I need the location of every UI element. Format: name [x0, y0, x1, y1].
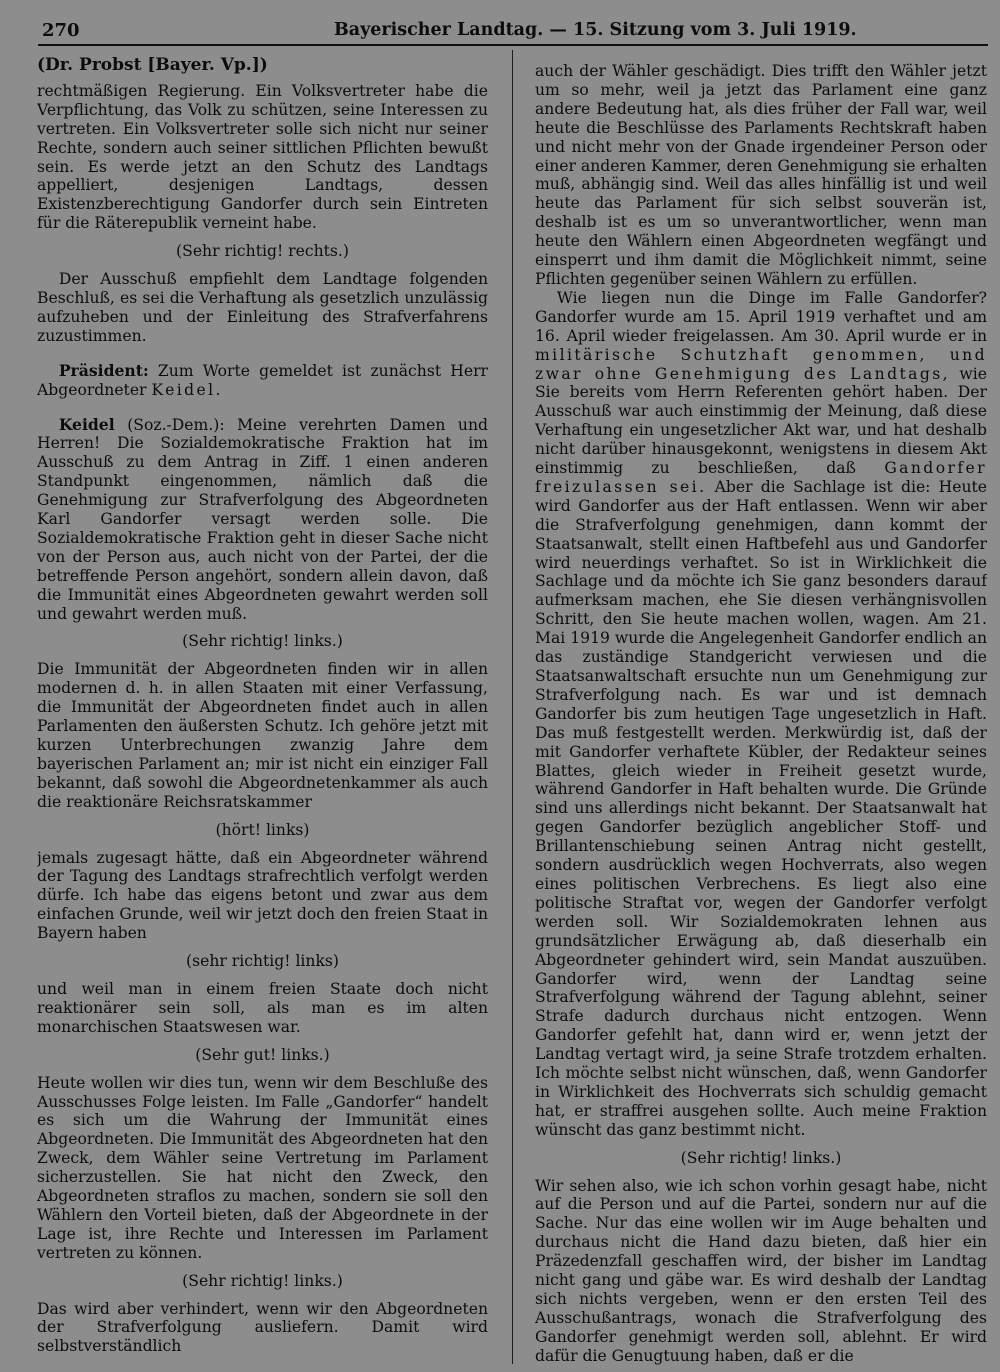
running-title: Bayerischer Landtag. — 15. Sitzung vom 3. Juli 1919.	[334, 20, 857, 40]
speaker-party: [Bayer. Vp.])	[147, 56, 268, 75]
paragraph: Wir sehen also, wie ich schon vorhin gesagt habe, nicht auf die Person und auf die Partei, sondern nur auf die Sache. Nur das eine wollen wir im Auge behalten und durchaus nicht die Hand dazu bieten, daß hier ein Präzedenzfall geschaffen wird, der bisher im Landtag nicht gang und gäbe war. Es wird deshalb der Landtag sich nichts vergeben, wenn er den ersten Teil des Ausschußantrags, wonach die Strafverfolgung des Gandorfer genehmigt werden soll, ablehnt. Er wird dafür die Genugtuung haben, daß er die	[535, 1176, 987, 1365]
paragraph: jemals zugesagt hätte, daß ein Abgeordneter während der Tagung des Landtags strafrechtlich verfolgt werden dürfe. Ich habe das eigens betont und zwar aus dem einfachen Grunde, weil wir jetzt doch den freien Staat in Bayern haben	[37, 848, 488, 943]
left-column	[37, 56, 488, 1366]
right-column	[535, 62, 987, 1372]
speaker-name: Keidel	[58, 414, 115, 434]
paragraph	[535, 289, 987, 1140]
interjection: (Sehr richtig! links.)	[680, 1148, 842, 1167]
column-divider	[512, 50, 513, 1364]
interjection: (sehr richtig! links)	[186, 952, 339, 971]
interjection: (Sehr richtig! rechts.)	[176, 242, 349, 261]
interjection: (hört! links)	[215, 820, 310, 839]
paragraph: auch der Wähler geschädigt. Dies trifft den Wähler jetzt um so mehr, weil ja jetzt das Parlament eine ganz andere Bedeutung hat, als dies früher der Fall war, weil heute die Beschlüsse des Parlaments Rechtskraft haben und nicht mehr von der Gnade irgendeiner Person oder einer anderen Kammer, deren Genehmigung sie erhalten muß, abhängig sind. Weil das alles hinfällig ist und weil heute das Parlament für sich selbst souverän ist, deshalb ist es um so unverantwortlicher, wenn man heute den Wählern einen Abgeordneten wegfängt und einsperrt und ihm damit die Möglichkeit nimmt, seine Pflichten gegenüber seinen Wählern zu erfüllen.	[535, 62, 987, 288]
speaker-name: Präsident:	[58, 360, 149, 380]
paragraph: Die Immunität der Abgeordneten finden wir in allen modernen d. h. in allen Staaten mit einer Verfassung, die Immunität der Abgeordneten findet auch in allen Parlamenten den äußersten Schutz. Ich gehöre jetzt mit kurzen Unterbrechungen zwanzig Jahre dem bayerischen Parlament an; mir ist nicht ein einziger Fall bekannt, daß sowohl die Abgeordnetenkammer als auch die reaktionäre Reichsratskammer	[37, 660, 488, 811]
paragraph	[37, 416, 488, 624]
interjection: (Sehr gut! links.)	[195, 1045, 330, 1064]
paragraph-text: (Soz.-Dem.): Meine verehrten Damen und Herren! Die Sozialdemokratische Fraktion hat im Ausschuß zu dem Antrag in Ziff. 1 einen anderen Standpunkt eingenommen, nämlich daß die Genehmigung zur Strafverfolgung des Abgeordneten Karl Gandorfer versagt werden solle. Die Sozialdemokratische Fraktion geht in dieser Sache nicht von der Person aus, auch nicht von der Partei, der die betreffende Person angehört, sondern allein davon, daß die Immunität eines Abgeordneten gewahrt werden soll und gewahrt werden muß.	[37, 415, 488, 623]
paragraph: rechtmäßigen Regierung. Ein Volksvertreter habe die Verpflichtung, das Volk zu schützen, seine Interessen zu vertreten. Ein Volksvertreter solle sich nicht nur seiner Rechte, sondern auch seiner sittlichen Pflichten bewußt sein. Es werde jetzt an den Schutz des Landtags appelliert, desjenigen Landtags, dessen Existenzberechtigung Gandorfer durch sein Eintreten für die Räterepublik verneint habe.	[37, 81, 488, 233]
paragraph: Das wird aber verhindert, wenn wir den Abgeordneten der Strafverfolgung ausliefern. Damit wird selbstverständlich	[37, 1299, 488, 1356]
paragraph: und weil man in einem freien Staate doch nicht reaktionärer sein soll, als man es im alten monarchischen Staatswesen war.	[37, 979, 488, 1036]
emphasized-text: militärische Schutzhaft genommen, und zwar ohne Genehmigung des Landtags,	[535, 345, 987, 383]
interjection: (Sehr richtig! links.)	[182, 1271, 343, 1290]
emphasized-text: Gandorfer freizulassen sei.	[535, 459, 987, 496]
paragraph: Heute wollen wir dies tun, wenn wir dem Beschluße des Ausschusses Folge leisten. Im Falle „Gandorfer“ handelt es sich um die Wahrung der Immunität eines Abgeordneten. Die Immunität des Abgeordneten hat den Zweck, dem Wähler seine Vertretung im Parlament sicherzustellen. Sie hat nicht den Zweck, den Abgeordneten straflos zu machen, sondern sie soll den Wählern den Vorteil bieten, daß der Abgeordnete in der Lage ist, ihre Rechte und Interessen im Parlament vertreten zu können.	[37, 1073, 488, 1262]
page-number: 270	[42, 20, 80, 41]
paragraph-text: Zum Worte gemeldet ist zunächst Herr Abgeordneter	[37, 361, 488, 399]
paragraph-text: wie Sie bereits vom Herrn Referenten gehört haben. Der Ausschuß war auch einstimmig der Meinung, daß diese Verhaftung ein ungesetzlicher Akt war, und hat deshalb nicht darüber hinausgekonnt, wenigstens in diesem Akt einstimmig zu beschließen, daß	[535, 364, 987, 478]
paragraph-text: Wie liegen nun die Dinge im Falle Gandorfer? Gandorfer wurde am 15. April 1919 verhaftet und am 16. April wieder freigelassen. Am 30. April wurde er in	[535, 288, 987, 345]
speaker-title: (Dr.	[37, 56, 74, 75]
interjection: (Sehr richtig! links.)	[182, 632, 343, 651]
paragraph-text: Aber die Sachlage ist die: Heute wird Gandorfer aus der Haft entlassen. Wenn wir aber die Strafverfolgung genehmigen, dann kommt der Staatsanwalt, stellt einen Haftbefehl aus und Gandorfer wird neuerdings verhaftet. So ist in Wirklichkeit die Sachlage und da möchte ich Sie ganz besonders darauf aufmerksam machen, ehe Sie diesen verhängnisvollen Schritt, den Sie heute machen wollen, wagen. Am 21. Mai 1919 wurde die Angelegenheit Gandorfer endlich an das zuständige Standgericht verwiesen und die Staatsanwaltschaft ersuchte nun um Genehmigung zur Strafverfolgung nach. Es war und ist demnach Gandorfer bis zum heutigen Tage ungesetzlich in Haft. Das muß festgestellt werden. Merkwürdig ist, daß der mit Gandorfer verhaftete Kübler, der Redakteur seines Blattes, gleich wieder in Freiheit gesetzt wurde, während Gandorfer in Haft behalten wurde. Die Gründe sind uns allerdings nicht bekannt. Der Staatsanwalt hat gegen Gandorfer bezüglich angeblicher Stoff- und Brillantenschiebung seinen Antrag nicht gestellt, sondern ausdrücklich wegen Hochverrats, also wegen eines politischen Verbrechens. Es liegt also eine politische Straftat vor, wegen der Gandorfer verfolgt werden soll. Wir Sozialdemokraten lehnen aus grundsätzlicher Erwägung ab, daß dieserhalb ein Abgeordneter gehindert wird, sein Mandat auszuüben. Gandorfer wird, wenn der Landtag seine Strafverfolgung während der Tagung ablehnt, seiner Strafe dadurch durchaus nicht entzogen. Wenn Gandorfer gefehlt hat, dann wird er, wenn jetzt der Landtag vertagt wird, ja seine Strafe trotzdem erhalten. Ich möchte selbst nicht wünschen, daß, wenn Gandorfer in Wirklichkeit des Hochverrats sich schuldig gemacht hat, er straffrei ausgehen sollte. Auch meine Fraktion wünscht das ganz bestimmt nicht.	[535, 477, 987, 1139]
paragraph: Der Ausschuß empfiehlt dem Landtage folgenden Beschluß, es sei die Verhaftung als gesetzlich unzulässig aufzuheben und der Einleitung des Strafverfahrens zuzustimmen.	[37, 270, 488, 345]
paragraph	[37, 362, 488, 400]
page-header	[38, 18, 988, 46]
continued-speaker	[37, 56, 488, 75]
emphasized-name: Keidel.	[151, 380, 223, 399]
speaker-name: Probst	[79, 56, 142, 75]
